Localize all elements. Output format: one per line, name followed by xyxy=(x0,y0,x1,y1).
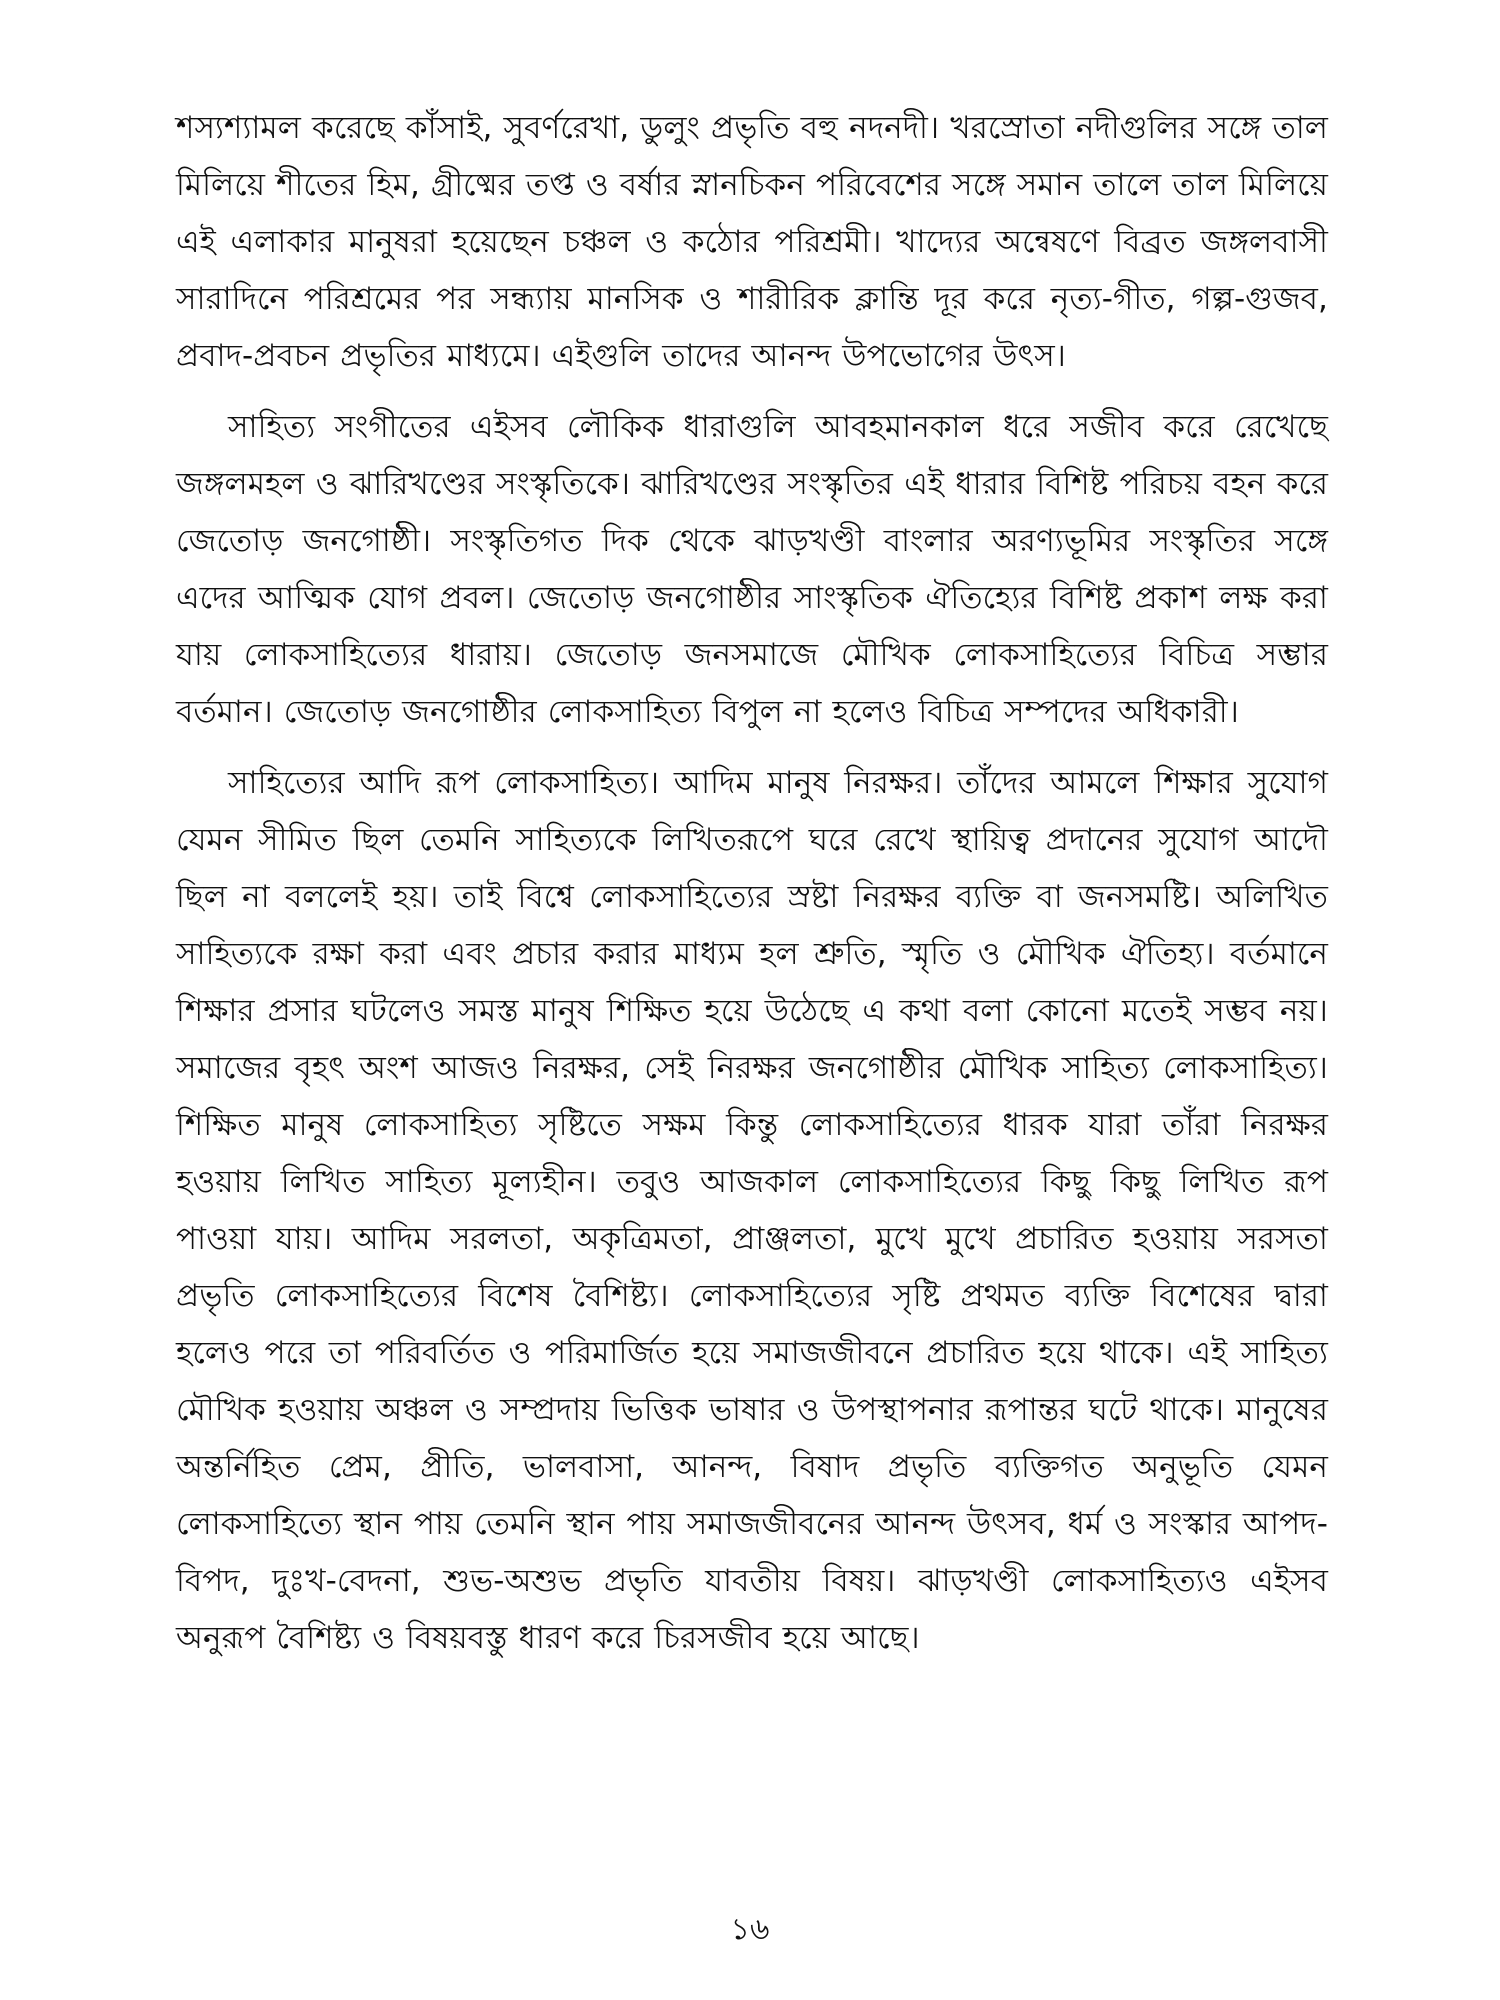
body-text xyxy=(176,100,1328,1681)
paragraph-1: শস্যশ্যামল করেছে কাঁসাই, সুবর্ণরেখা, ডুলুং প্রভৃতি বহু নদনদী। খরস্রোতা নদীগুলির সঙ্গে তাল মিলিয়ে শীতের হিম, গ্রীষ্মের তপ্ত ও বর্ষার স্নানচিকন পরিবেশের সঙ্গে সমান তালে তাল মিলিয়ে এই এলাকার মানুষরা হয়েছেন চঞ্চল ও কঠোর পরিশ্রমী। খাদ্যের অন্বেষণে বিব্রত জঙ্গলবাসী সারাদিনে পরিশ্রমের পর সন্ধ্যায় মানসিক ও শারীরিক ক্লান্তি দূর করে নৃত্য-গীত, গল্প-গুজব, প্রবাদ-প্রবচন প্রভৃতির মাধ্যমে। এইগুলি তাদের আনন্দ উপভোগের উৎস। xyxy=(176,110,1328,374)
paragraph-3: সাহিত্যের আদি রূপ লোকসাহিত্য। আদিম মানুষ নিরক্ষর। তাঁদের আমলে শিক্ষার সুযোগ যেমন সীমিত ছিল তেমনি সাহিত্যকে লিখিতরূপে ঘরে রেখে স্থায়িত্ব প্রদানের সুযোগ আদৌ ছিল না বললেই হয়। তাই বিশ্বে লোকসাহিত্যের স্রষ্টা নিরক্ষর ব্যক্তি বা জনসমষ্টি। অলিখিত সাহিত্যকে রক্ষা করা এবং প্রচার করার মাধ্যম হল শ্রুতি, স্মৃতি ও মৌখিক ঐতিহ্য। বর্তমানে শিক্ষার প্রসার ঘটলেও সমস্ত মানুষ শিক্ষিত হয়ে উঠেছে এ কথা বলা কোনো মতেই সম্ভব নয়। সমাজের বৃহৎ অংশ আজও নিরক্ষর, সেই নিরক্ষর জনগোষ্ঠীর মৌখিক সাহিত্য লোকসাহিত্য। শিক্ষিত মানুষ লোকসাহিত্য সৃষ্টিতে সক্ষম কিন্তু লোকসাহিত্যের ধারক যারা তাঁরা নিরক্ষর হওয়ায় লিখিত সাহিত্য মূল্যহীন। তবুও আজকাল লোকসাহিত্যের কিছু কিছু লিখিত রূপ পাওয়া যায়। আদিম সরলতা, অকৃত্রিমতা, প্রাঞ্জলতা, মুখে মুখে প্রচারিত হওয়ায় সরসতা প্রভৃতি লোকসাহিত্যের বিশেষ বৈশিষ্ট্য। লোকসাহিত্যের সৃষ্টি প্রথমত ব্যক্তি বিশেষের দ্বারা হলেও পরে তা পরিবর্তিত ও পরিমার্জিত হয়ে সমাজজীবনে প্রচারিত হয়ে থাকে। এই সাহিত্য মৌখিক হওয়ায় অঞ্চল ও সম্প্রদায় ভিত্তিক ভাষার ও উপস্থাপনার রূপান্তর ঘটে থাকে। মানুষের অন্তর্নিহিত প্রেম, প্রীতি, ভালবাসা, আনন্দ, বিষাদ প্রভৃতি ব্যক্তিগত অনুভূতি যেমন লোকসাহিত্যে স্থান পায় তেমনি স্থান পায় সমাজজীবনের আনন্দ উৎসব, ধর্ম ও সংস্কার আপদ-বিপদ, দুঃখ-বেদনা, শুভ-অশুভ প্রভৃতি যাবতীয় বিষয়। ঝাড়খণ্ডী লোকসাহিত্যও এইসব অনুরূপ বৈশিষ্ট্য ও বিষয়বস্তু ধারণ করে চিরসজীব হয়ে আছে। xyxy=(176,765,1328,1656)
page-number: ১৬ xyxy=(730,1912,770,1947)
paragraph-2: সাহিত্য সংগীতের এইসব লৌকিক ধারাগুলি আবহমানকাল ধরে সজীব করে রেখেছে জঙ্গলমহল ও ঝারিখণ্ডের সংস্কৃতিকে। ঝারিখণ্ডের সংস্কৃতির এই ধারার বিশিষ্ট পরিচয় বহন করে জেতোড় জনগোষ্ঠী। সংস্কৃতিগত দিক থেকে ঝাড়খণ্ডী বাংলার অরণ্যভূমির সংস্কৃতির সঙ্গে এদের আত্মিক যোগ প্রবল। জেতোড় জনগোষ্ঠীর সাংস্কৃতিক ঐতিহ্যের বিশিষ্ট প্রকাশ লক্ষ করা যায় লোকসাহিত্যের ধারায়। জেতোড় জনসমাজে মৌখিক লোকসাহিত্যের বিচিত্র সম্ভার বর্তমান। জেতোড় জনগোষ্ঠীর লোকসাহিত্য বিপুল না হলেও বিচিত্র সম্পদের অধিকারী। xyxy=(176,409,1328,730)
